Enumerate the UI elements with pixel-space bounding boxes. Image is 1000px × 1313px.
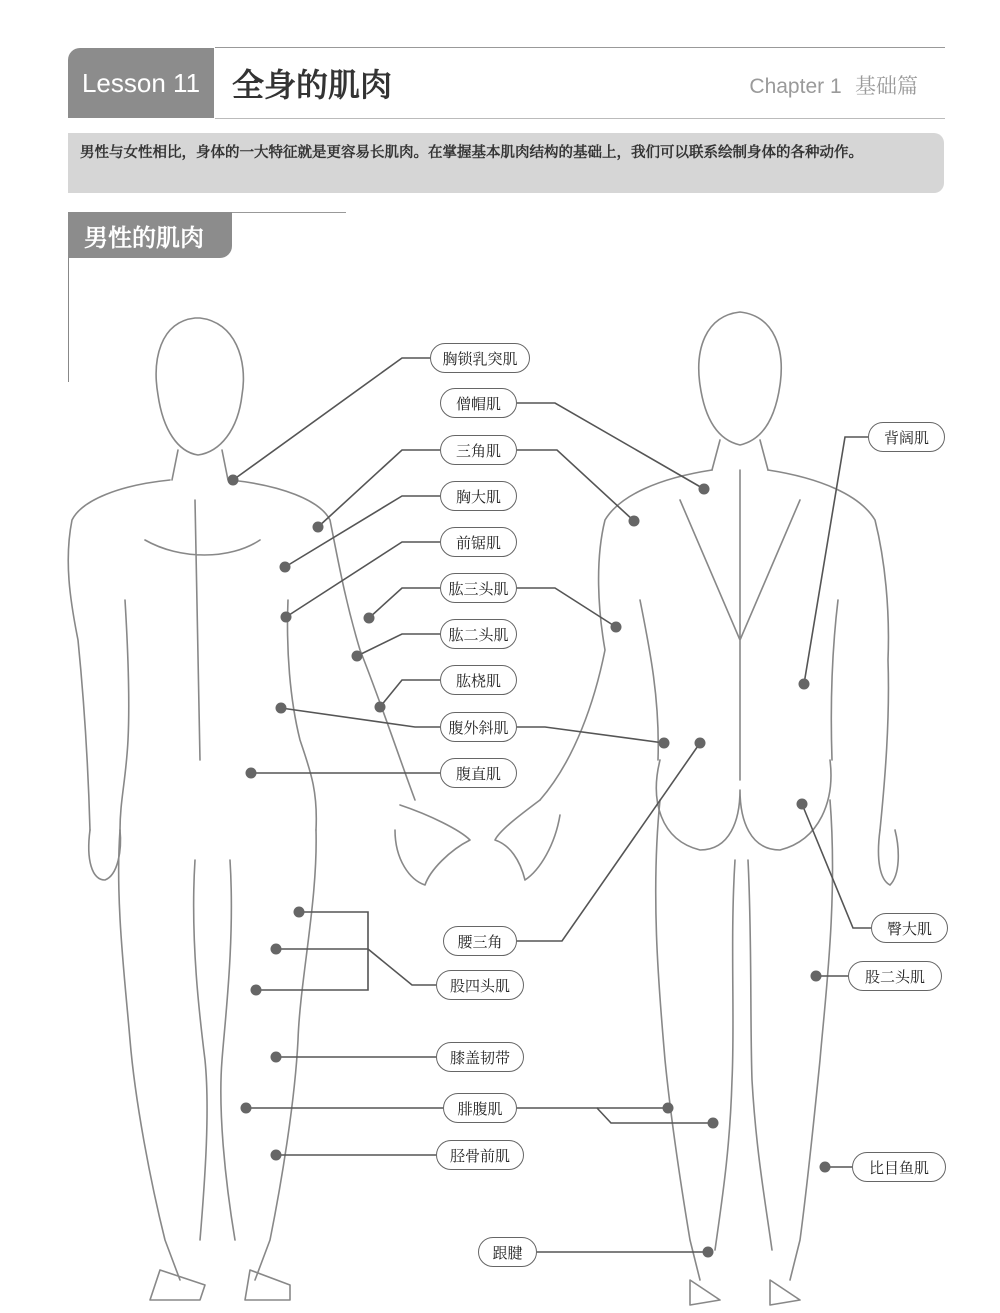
leader-deltoid-back [517, 450, 634, 521]
label-quadriceps: 股四头肌 [436, 970, 524, 1000]
dot-soleus [820, 1162, 831, 1173]
front-torso [120, 600, 316, 830]
dot-pectoralis [280, 562, 291, 573]
label-brachioradialis: 肱桡肌 [440, 665, 517, 695]
label-triceps: 肱三头肌 [440, 573, 517, 603]
leader-pectoralis [285, 496, 440, 567]
back-legs-outer [656, 800, 833, 1280]
lesson-badge: Lesson 11 [68, 48, 214, 118]
label-biceps: 肱二头肌 [440, 619, 517, 649]
front-right-hand [89, 830, 121, 880]
dot-deltoid-back [629, 516, 640, 527]
dot-hamstring [811, 971, 822, 982]
label-pectoralis: 胸大肌 [440, 481, 517, 511]
label-patellar-ligament: 膝盖韧带 [436, 1042, 524, 1072]
dot-patellar-ligament [271, 1052, 282, 1063]
front-legs-inner [194, 860, 235, 1240]
leader-brachioradialis [380, 680, 440, 707]
dot-deltoid-front [313, 522, 324, 533]
dot-quadriceps-3 [251, 985, 262, 996]
back-body-figure [495, 312, 898, 1305]
dot-gastrocnemius-back-2 [708, 1118, 719, 1129]
back-spine-trapezius [680, 470, 800, 780]
dot-gastrocnemius-front [241, 1103, 252, 1114]
label-rectus-abdominis: 腹直肌 [440, 758, 517, 788]
label-sternocleidomastoid: 胸锁乳突肌 [430, 343, 530, 373]
dot-serratus [281, 612, 292, 623]
dot-sternocleidomastoid [228, 475, 239, 486]
dot-quadriceps-1 [294, 907, 305, 918]
leader-gastrocnemius-back [517, 1108, 713, 1123]
dot-latissimus [799, 679, 810, 690]
dot-gluteus [797, 799, 808, 810]
leader-oblique-back [517, 727, 664, 743]
label-achilles: 跟腱 [478, 1237, 537, 1267]
leader-trapezius [517, 403, 704, 489]
front-body-figure [68, 318, 470, 1300]
leader-latissimus [804, 437, 868, 684]
intro-text: 男性与女性相比，身体的一大特征就是更容易长肌肉。在掌握基本肌肉结构的基础上，我们可以联系绘制身体的各种动作。 [68, 133, 944, 193]
chapter-prefix: Chapter 1 [749, 75, 842, 98]
back-shoulders-arms [540, 470, 888, 830]
label-deltoid: 三角肌 [440, 435, 517, 465]
dot-trapezius [699, 484, 710, 495]
back-left-hand [495, 800, 560, 880]
leader-lumbar-triangle [517, 743, 700, 941]
dot-biceps [352, 651, 363, 662]
section-title: 男性的肌肉 [68, 212, 232, 258]
label-gluteus: 臀大肌 [871, 913, 948, 943]
back-head [699, 312, 781, 445]
leader-triceps-front [369, 588, 440, 618]
label-lumbar-triangle: 腰三角 [443, 926, 517, 956]
back-legs-inner [715, 860, 772, 1250]
dot-triceps-back [611, 622, 622, 633]
label-soleus: 比目鱼肌 [852, 1152, 946, 1182]
dot-tibialis [271, 1150, 282, 1161]
label-oblique: 腹外斜肌 [440, 712, 517, 742]
front-feet [150, 1270, 290, 1300]
leader-lines [233, 358, 871, 1252]
dot-lumbar-triangle [695, 738, 706, 749]
dot-brachioradialis [375, 702, 386, 713]
label-tibialis: 胫骨前肌 [436, 1140, 524, 1170]
front-legs-outer [119, 830, 317, 1280]
dot-oblique-back [659, 738, 670, 749]
dot-rectus-abdominis [246, 768, 257, 779]
dot-quadriceps-2 [271, 944, 282, 955]
front-head [156, 318, 243, 455]
lesson-title: 全身的肌肉 [232, 66, 393, 104]
dot-gastrocnemius-back-1 [663, 1103, 674, 1114]
label-serratus: 前锯肌 [440, 527, 517, 557]
leader-quadriceps-label [368, 949, 436, 985]
leader-deltoid-front [318, 450, 440, 527]
leader-oblique-front [281, 708, 440, 727]
leader-biceps [357, 634, 440, 656]
label-latissimus: 背阔肌 [868, 422, 945, 452]
leader-sternocleidomastoid [233, 358, 430, 480]
dot-oblique-front [276, 703, 287, 714]
label-hamstring: 股二头肌 [848, 961, 942, 991]
leader-gluteus [802, 804, 871, 928]
label-gastrocnemius: 腓腹肌 [443, 1093, 517, 1123]
dot-achilles [703, 1247, 714, 1258]
label-trapezius: 僧帽肌 [440, 388, 517, 418]
front-left-hand [395, 805, 470, 885]
chapter-name: 基础篇 [855, 74, 918, 98]
front-chest-lines [145, 500, 260, 760]
back-feet [690, 1280, 800, 1305]
back-torso-sides [640, 600, 838, 760]
back-right-hand [878, 830, 898, 885]
dot-triceps-front [364, 613, 375, 624]
front-shoulders-arms [68, 480, 415, 830]
